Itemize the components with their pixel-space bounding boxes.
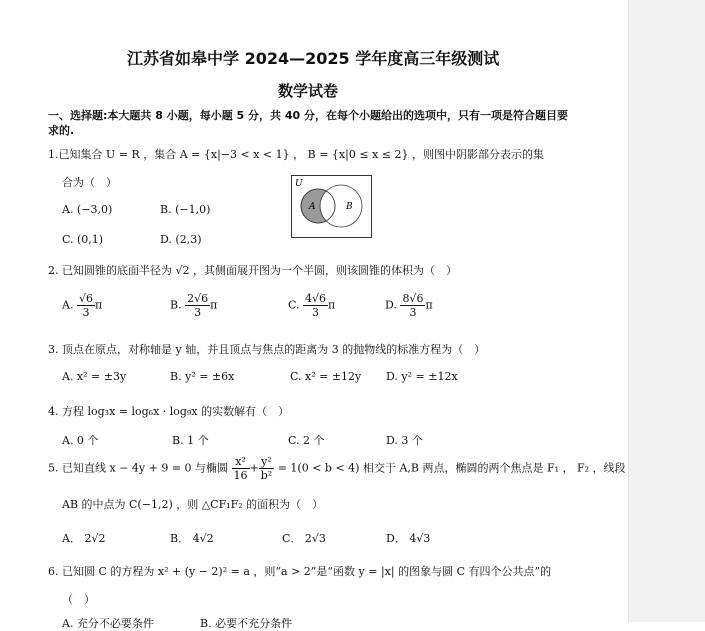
- exam-title: 江苏省如皋中学 2024—2025 学年度高三年级测试: [127, 49, 500, 68]
- q5-option-b: B． 4√2: [170, 532, 214, 545]
- q1-option-b: B. (−1,0): [160, 203, 211, 216]
- venn-diagram: [291, 175, 373, 239]
- q3-option-a: A. x² = ±3y: [62, 370, 127, 383]
- q1-option-c: C. (0,1): [62, 233, 104, 246]
- q2-option-a: A. $\frac{√6}{3}$ π: [62, 292, 103, 319]
- q3-option-c: C. x² = ±12y: [290, 370, 362, 383]
- venn-label-a: A: [309, 202, 316, 212]
- q1-option-a: A. (−3,0): [62, 203, 113, 216]
- q4-stem: 4. 方程 log₃x = log₆x · log₉x 的实数解有（ ）: [48, 405, 290, 418]
- q5-stem-line1: 5. 已知直线 x − 4y + 9 = 0 与椭圆 $\frac{\text{x²}}{16}$ + $\frac{\text{y²}}{\text{b²}}$ = 1(0 < b < 4) 相交于 A,B 两点，椭圆的两个焦点是 F₁ ， F₂ ，线段: [48, 455, 626, 482]
- q1-stem-line1: 1.已知集合 U = R ，集合 A = {x|−3 < x < 1} ， B = {x|0 ≤ x ≤ 2} ，则图中阴影部分表示的集: [48, 148, 544, 161]
- q6-option-a: A. 充分不必要条件: [62, 617, 154, 630]
- q2-option-c: C. $\frac{4√6}{3}$ π: [288, 292, 336, 319]
- q2-option-b: B. $\frac{2√6}{3}$ π: [170, 292, 218, 319]
- q4-option-a: A. 0 个: [62, 434, 99, 447]
- q5-stem-line2: AB 的中点为 C(−1,2) ，则 △CF₁F₂ 的面积为（ ）: [62, 498, 324, 511]
- q5-option-d: D． 4√3: [386, 532, 431, 545]
- section-heading-line2: 求的.: [48, 124, 75, 137]
- viewer-side-gutter: [628, 0, 705, 622]
- q3-option-d: D. y² = ±12x: [386, 370, 458, 383]
- q6-stem: 6. 已知圆 C 的方程为 x² + (y − 2)² = a ，则“a > 2”是“函数 y = |x| 的图象与圆 C 有四个公共点”的: [48, 565, 552, 578]
- q5-option-a: A． 2√2: [62, 532, 106, 545]
- q1-option-d: D. (2,3): [160, 233, 202, 246]
- q3-option-b: B. y² = ±6x: [170, 370, 235, 383]
- q6-option-b: B. 必要不充分条件: [200, 617, 293, 630]
- q4-option-b: B. 1 个: [172, 434, 209, 447]
- q2-option-d: D. $\frac{8√6}{3}$ π: [385, 292, 433, 319]
- section-heading-line1: 一、选择题:本大题共 8 小题，每小题 5 分，共 40 分，在每个小题给出的选项中，只有一项是符合题目要: [48, 109, 568, 122]
- q4-option-c: C. 2 个: [288, 434, 325, 447]
- q3-stem: 3. 顶点在原点，对称轴是 y 轴，并且顶点与焦点的距离为 3 的抛物线的标准方程为（ ）: [48, 343, 486, 356]
- venn-label-u: U: [295, 179, 303, 189]
- q5-option-c: C． 2√3: [282, 532, 326, 545]
- q2-stem: 2. 已知圆锥的底面半径为 √2 ，其侧面展开图为一个半圆，则该圆锥的体积为（ ）: [48, 264, 457, 277]
- q4-option-d: D. 3 个: [386, 434, 423, 447]
- q1-stem-line2: 合为（ ）: [62, 176, 117, 189]
- q6-stem-line2: （ ）: [62, 593, 95, 606]
- exam-subtitle: 数学试卷: [278, 82, 339, 100]
- venn-label-b: B: [346, 202, 353, 212]
